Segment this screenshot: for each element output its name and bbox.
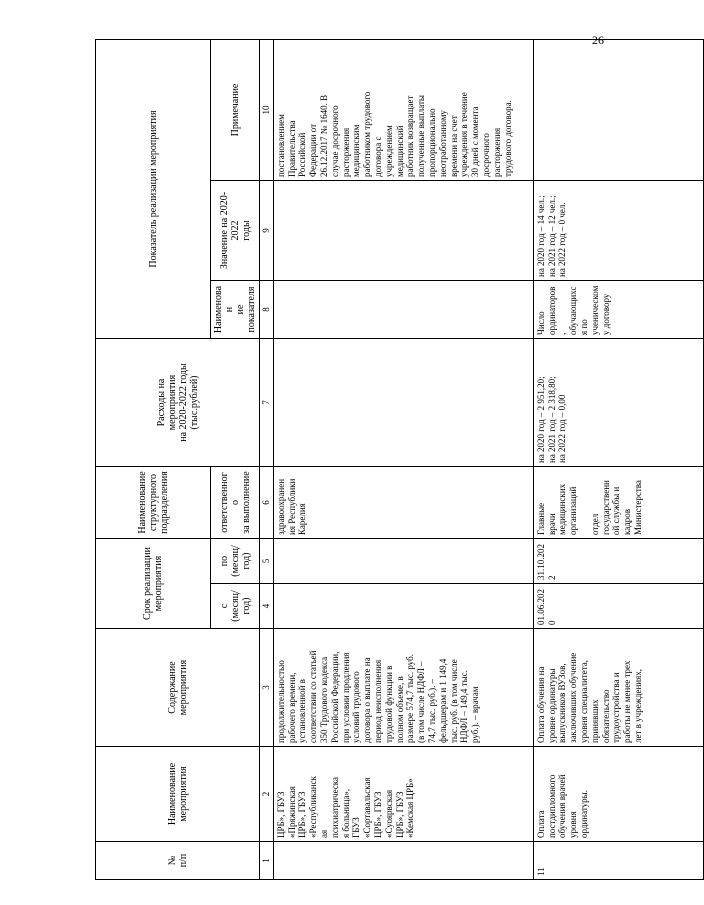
row-expenses: на 2020 год – 2 951,20; на 2021 год – 2 318,80; на 2022 год – 0,00 — [533, 339, 703, 467]
row-indicator-value — [273, 181, 533, 281]
column-number: 9 — [260, 181, 274, 281]
row-from: 01.06.2020 — [533, 584, 703, 629]
row-name: ЦРБ», ГБУЗ «Пряжинская ЦРБ», ГБУЗ «Республиканск ая психиатрическа я больница», ГБУЗ «Сортавальская ЦРБ», ГБУЗ «Суоярвская ЦРБ», ГБУЗ «Кемская ЦРБ» — [273, 747, 533, 842]
measures-table — [95, 39, 704, 880]
header-period-from: с (месяц/ год) — [211, 584, 260, 629]
row-name: Оплата постдипломного обучения врачей уровня ординатуры. — [533, 747, 703, 842]
column-number: 8 — [260, 281, 274, 339]
row-to — [273, 539, 533, 584]
row-indicator-value: на 2020 год – 14 чел.; на 2021 год – 12 чел.; на 2022 год – 0 чел. — [533, 181, 703, 281]
row-note — [533, 39, 703, 180]
row-indicator-name — [273, 281, 533, 339]
column-number: 2 — [260, 747, 274, 842]
row-dept: здравоохранен ия Республики Карелия — [273, 467, 533, 539]
row-indicator-name: Число ординаторов , обучающихс я по ученическом у договору — [533, 281, 703, 339]
header-note: Примечание — [211, 39, 260, 180]
row-content: продолжительностью рабочего времени, установленной в соответствии со статьей 350 Трудового кодекса Российской Федерации, при условии продления условий трудового договора о выплате на период неисполнения трудовой функции в полном объеме, в размере 574,7 тыс. руб. (в том числе НДФЛ – 74,7 тыс. руб.). – фельдшерам и 1 149,4 тыс. руб. (в том числе НДФЛ – 149,4 тыс. руб.). – врачам — [273, 629, 533, 747]
row-num: 11 — [533, 842, 703, 880]
header-indicator: Показатель реализации мероприятия — [96, 39, 211, 338]
header-expenses: Расходы на мероприятия на 2020-2022 годы (тыс.рублей) — [96, 339, 260, 467]
header-period-to: по (месяц/ год) — [211, 539, 260, 584]
header-content: Содержание мероприятия — [96, 629, 260, 747]
row-to: 31.10.2022 — [533, 539, 703, 584]
header-num: № п/п — [96, 842, 260, 880]
column-number: 3 — [260, 629, 274, 747]
row-from — [273, 584, 533, 629]
page-number: 26 — [592, 33, 604, 47]
row-dept: Главные врачи медицинских организаций отдел государственн ой службы и кадров Министерства — [533, 467, 703, 539]
header-dept: Наименование структурного подразделения — [96, 467, 211, 539]
header-indicator-value: Значение на 2020-2022 годы — [211, 181, 260, 281]
column-number: 7 — [260, 339, 274, 467]
header-period: Срок реализации мероприятия — [96, 539, 211, 629]
header-name: Наименование мероприятия — [96, 747, 260, 842]
table-row — [273, 39, 533, 879]
header-indicator-name: Наименован ие показателя — [211, 281, 260, 339]
row-note: постановлением Правительства Российской Федерации от 26.12.2017 № 1640. В случае досрочного расторжения медицинским работником трудового договора с учреждением медицинский работник возвращает полученные выплаты пропорционально неотработанному времени на счет учреждения в течение 30 дней с момента досрочного расторжения трудового договора. — [273, 39, 533, 180]
table-row — [533, 39, 703, 879]
column-number: 10 — [260, 39, 274, 180]
column-number: 6 — [260, 467, 274, 539]
row-expenses — [273, 339, 533, 467]
row-content: Оплата обучения на уровне ординатуры выпускников ВУЗов, заключивших обучение уровня специалитета, принявших обязательство трудоустройства и работы не менее трех лет в учреждениях, — [533, 629, 703, 747]
column-number: 5 — [260, 539, 274, 584]
rotated-table-container — [95, 40, 643, 880]
row-num — [273, 842, 533, 880]
column-number: 1 — [260, 842, 274, 880]
column-number: 4 — [260, 584, 274, 629]
header-dept-responsible: ответственног о за выполнение — [211, 467, 260, 539]
